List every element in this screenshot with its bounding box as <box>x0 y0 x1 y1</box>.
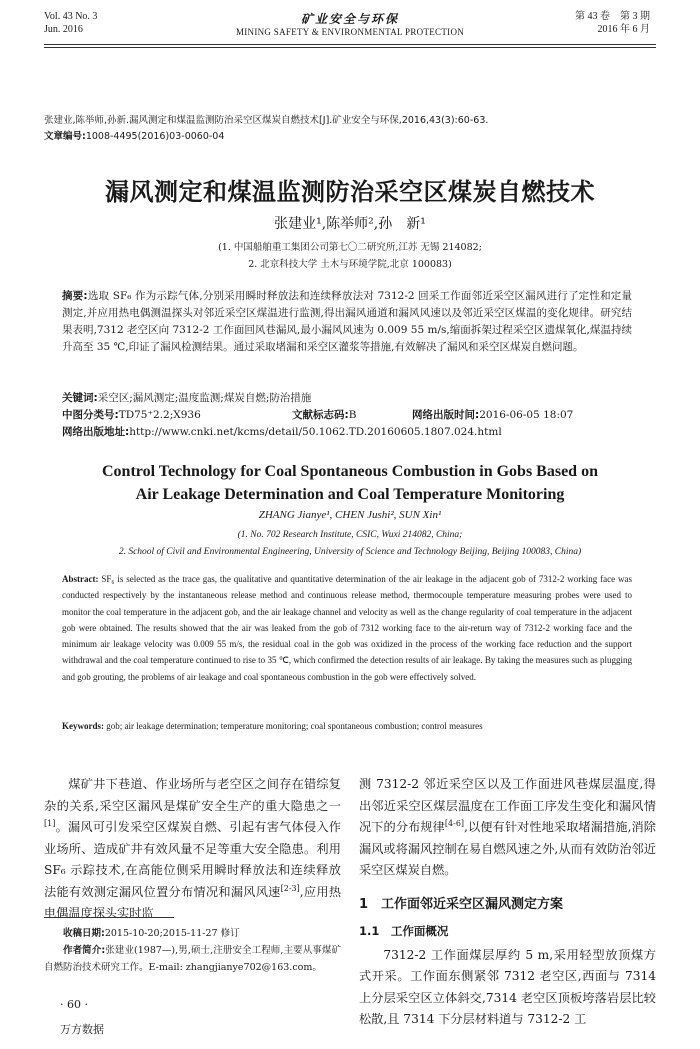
online-address-label: 网络出版地址: <box>62 426 130 438</box>
keywords-en-label: Keywords: <box>62 721 104 731</box>
paper-title-en-line2: Air Leakage Determination and Coal Temperature Monitoring <box>135 486 565 503</box>
keywords-cn-label: 关键词: <box>62 392 98 404</box>
intro-text-c: ,应用热电偶温度探头实时监 <box>44 884 342 920</box>
intro-paragraph-1 <box>44 774 341 925</box>
ref-1: [1] <box>44 818 56 828</box>
keywords-cn-text: 采空区;漏风测定;温度监测;煤炭自燃;防治措施 <box>97 392 312 404</box>
abstract-en-label: Abstract: <box>62 574 99 584</box>
pub-time-field <box>412 407 573 422</box>
pub-time-label: 网络出版时间: <box>412 409 480 421</box>
online-address-row <box>62 424 632 441</box>
affiliations-en <box>44 527 656 561</box>
section-1-1-paragraph: 7312-2 工作面煤层厚约 5 m,采用轻型放顶煤方式开采。工作面东侧紧邻 7312 老空区,西面与 7314 上分层采空区立体斜交,7314 老空区顶板垮落岩层比较松散,且 7314 下分层材料道与 7312-2 工 <box>359 947 656 1026</box>
clc-value: TD75⁺2.2;X936 <box>118 409 201 421</box>
abstract-cn <box>62 288 632 356</box>
keywords-en-text: gob; air leakage determination; temperature monitoring; coal spontaneous combustion; control measures <box>106 721 483 731</box>
online-address-link[interactable]: http://www.cnki.net/kcms/detail/50.1062.TD.20160605.1807.024.html <box>129 426 502 438</box>
intro-text-a: 煤矿井下巷道、作业场所与老空区之间存在错综复杂的关系,采空区漏风是煤矿安全生产的重大隐患之一 <box>44 777 341 813</box>
header-center <box>200 10 500 37</box>
received-label: 收稿日期: <box>63 928 105 939</box>
paper-title-en-line1: Control Technology for Coal Spontaneous Combustion in Gobs Based on <box>102 463 598 480</box>
journal-title-cn: 矿业安全与环保 <box>300 12 399 26</box>
ref-3: [4-6] <box>444 818 465 828</box>
footnote-rule <box>44 917 174 918</box>
article-number: 1008-4495(2016)03-0060-04 <box>85 131 225 142</box>
watermark: 万方数据 <box>60 1023 104 1036</box>
page-number: · 60 · <box>60 998 88 1011</box>
abstract-cn-label: 摘要: <box>62 290 88 302</box>
body-right-column <box>359 774 656 1031</box>
article-number-label: 文章编号: <box>44 131 86 142</box>
journal-title-en: MINING SAFETY & ENVIRONMENTAL PROTECTION <box>235 27 465 37</box>
body-left-column <box>44 774 341 925</box>
footnote <box>44 925 341 976</box>
issue-date: Jun. 2016 <box>44 24 83 35</box>
abstract-cn-text: 选取 SF₆ 作为示踪气体,分别采用瞬时释放法和连续释放法对 7312-2 回采工作面邻近采空区漏风进行了定性和定量测定,并应用热电偶测温探头对邻近采空区煤温进行监测,得出漏风通道和漏风风速以及邻近采空区煤温的变化规律。研究结果表明,7312 老空区向 7312-2 工作面回风巷漏风,最小漏风风速为 0.009 55 m/s,缩面拆架过程采空区遗煤氧化,煤温持续升高至 35 ℃,印证了漏风检测结果。通过采取堵漏和采空区灌浆等措施,有效解决了漏风和采空区煤炭自燃问题。 <box>62 290 633 353</box>
author-bio-label: 作者简介: <box>63 945 106 956</box>
doc-code-value: B <box>348 409 357 421</box>
affiliation-en-1: (1. No. 702 Research Institute, CSIC, Wuxi 214082, China; <box>237 530 463 540</box>
article-number-line <box>44 129 656 145</box>
intro-cont-b: ,以便有针对性地采取堵漏措施,消除漏风或将漏风控制在易自燃风速之外,从而有效防治邻近采空区煤炭自燃。 <box>359 820 656 877</box>
intro-paragraph-1-cont <box>359 774 656 882</box>
abstract-en-text: SF₆ is selected as the trace gas, the qualitative and quantitative determination of the air leakage in the adjacent gob of 7312-2 working face was conducted respectively by the instantaneous release method and continuous release method, thermocouple temperature measuring probes were used to monitor the coal temperature in the adjacent gob, and the air leakage channel and velocity as well as the change regularity of coal temperature in the adjacent gob were obtained. The results showed that the air was leaked from the gob of 7312 working face to the air-return way of 7312-2 working face and the minimum air leakage velocity was 0.009 55 m/s, the residual coal in the gob was oxidized in the process of the working face reduction and the support withdrawal and the coal temperature continued to rise to 35 ℃, which confirmed the detection results of air leakage. By taking the measures such as plugging and gob grouting, the problems of air leakage and coal spontaneous combustion in the gob were effectively solved. <box>62 574 632 682</box>
header-right <box>575 10 650 36</box>
volume-number-cn: 第 43 卷 第 3 期 <box>575 11 650 22</box>
doc-code-field <box>292 407 356 422</box>
paper-title-en <box>44 460 656 506</box>
citation-block <box>44 113 656 145</box>
keywords-cn <box>62 390 632 407</box>
header-left <box>44 10 97 36</box>
abstract-en <box>62 571 632 685</box>
paper-title-cn: 漏风测定和煤温监测防治采空区煤炭自燃技术 <box>105 178 595 206</box>
clc-field <box>62 407 201 422</box>
ref-2: [2-3] <box>280 883 300 893</box>
citation-text: 张建业,陈举师,孙新.漏风测定和煤温监测防治采空区煤炭自燃技术[J].矿业安全与环保,2016,43(3):60-63. <box>44 115 489 126</box>
header-rule-thin <box>44 47 656 48</box>
keywords-en <box>62 721 652 731</box>
section-1-heading: 1 工作面邻近采空区漏风测定方案 <box>359 896 564 912</box>
author-bio <box>44 942 341 976</box>
affiliation-cn-2: 2. 北京科技大学 土木与环境学院,北京 100083) <box>248 259 452 270</box>
header-rule <box>44 44 656 45</box>
authors-en: ZHANG Jianye¹, CHEN Jushi², SUN Xin¹ <box>258 509 442 521</box>
clc-label: 中图分类号: <box>62 409 119 421</box>
received-date <box>44 925 341 942</box>
pub-time-value: 2016-06-05 18:07 <box>479 409 574 421</box>
authors-cn: 张建业¹,陈举师²,孙 新¹ <box>274 216 426 232</box>
section-1-1-heading: 1.1 工作面概况 <box>359 924 449 938</box>
affiliations-cn <box>44 239 656 273</box>
volume-number: Vol. 43 No. 3 <box>44 11 98 22</box>
received-value: 2015-10-20;2015-11-27 修订 <box>104 928 240 939</box>
author-bio-text: 张建业(1987—),男,硕士,注册安全工程师,主要从事煤矿自燃防治技术研究工作。E-mail: zhangjianye702@163.com。 <box>44 945 341 973</box>
affiliation-en-2: 2. School of Civil and Environmental Engineering, University of Science and Technology Beijing, Beijing 100083, China) <box>118 547 582 557</box>
affiliation-cn-1: (1. 中国船舶重工集团公司第七〇二研究所,江苏 无锡 214082; <box>218 242 482 253</box>
intro-text-b: 。漏风可引发采空区煤炭自燃、引起有害气体侵入作业场所、造成矿井有效风量不足等重大安全隐患。利用 SF₆ 示踪技术,在高能位侧采用瞬时释放法和连续释放法能有效测定漏风位置分布情况和漏风风速 <box>44 820 341 899</box>
doc-code-label: 文献标志码: <box>292 409 349 421</box>
intro-cont-a: 测 7312-2 邻近采空区以及工作面进风巷煤层温度,得出邻近采空区煤层温度在工作面工序发生变化和漏风情况下的分布规律 <box>359 777 656 834</box>
issue-date-cn: 2016 年 6 月 <box>597 24 650 35</box>
